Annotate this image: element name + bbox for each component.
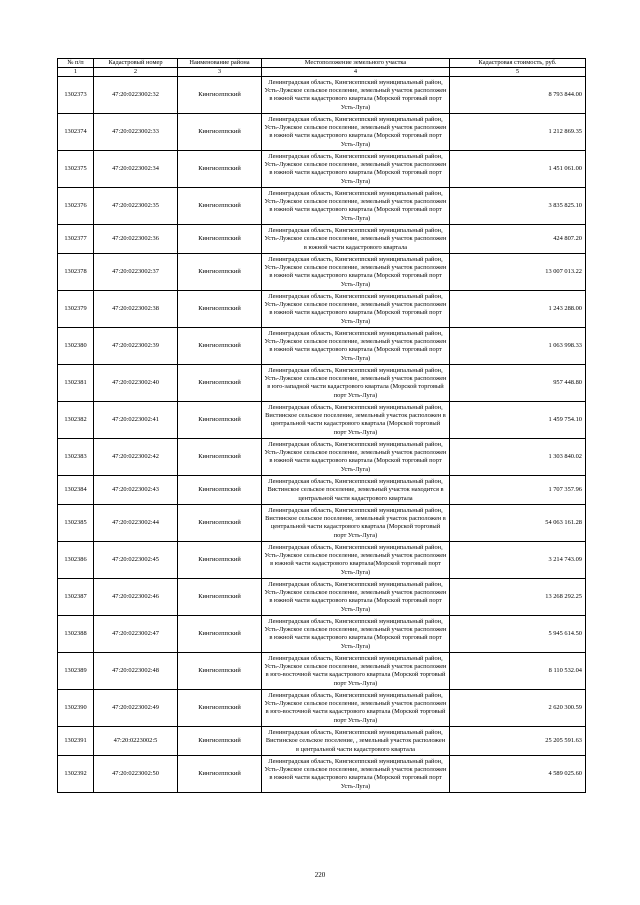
row-number: 1302391 bbox=[58, 727, 94, 756]
table-row bbox=[58, 254, 586, 291]
land-location: Ленинградская область, Кингисеппский муниципальный район, Усть-Лужское сельское поселение, земельный участок расположен в юго-восточной части кадастрового квартала (Морской торговый порт Усть-Луга) bbox=[262, 653, 450, 690]
cadastral-value: 957 448.80 bbox=[450, 365, 586, 402]
district-name: Кингисеппский bbox=[178, 439, 262, 476]
column-number-3: 3 bbox=[178, 68, 262, 77]
cadastral-value: 8 793 844.00 bbox=[450, 77, 586, 114]
land-location: Ленинградская область, Кингисеппский муниципальный район, Усть-Лужское сельское поселение, земельный участок расположен в южной части кадастрового квартала (Морской торговый порт Усть-Луга) bbox=[262, 188, 450, 225]
cadastral-number: 47:20:0223002:37 bbox=[94, 254, 178, 291]
district-name: Кингисеппский bbox=[178, 151, 262, 188]
cadastral-number: 47:20:0223002:39 bbox=[94, 328, 178, 365]
table-row bbox=[58, 328, 586, 365]
land-location: Ленинградская область, Кингисеппский муниципальный район, Вистинское сельское поселение, земельный участок расположен в центральной части кадастрового квартала (Морской торговый порт Усть-Луга) bbox=[262, 402, 450, 439]
column-number-4: 4 bbox=[262, 68, 450, 77]
land-location: Ленинградская область, Кингисеппский муниципальный район, Вистинское сельское поселение, земельный участок расположен в центральной части кадастрового квартала (Морской торговый порт Усть-Луга) bbox=[262, 505, 450, 542]
cadastral-value: 1 243 288.00 bbox=[450, 291, 586, 328]
row-number: 1302381 bbox=[58, 365, 94, 402]
land-location: Ленинградская область, Кингисеппский муниципальный район, Усть-Лужское сельское поселение, земельный участок расположен в южной части кадастрового квартала (Морской торговый порт Усть-Луга) bbox=[262, 439, 450, 476]
cadastral-table bbox=[57, 58, 586, 793]
cadastral-number: 47:20:0223002:42 bbox=[94, 439, 178, 476]
land-location: Ленинградская область, Кингисеппский муниципальный район, Усть-Лужское сельское поселение, земельный участок расположен в южной части кадастрового квартала (Морской торговый порт Усть-Луга) bbox=[262, 579, 450, 616]
page-number: 220 bbox=[314, 871, 326, 879]
cadastral-value: 1 451 061.00 bbox=[450, 151, 586, 188]
row-number: 1302378 bbox=[58, 254, 94, 291]
land-location: Ленинградская область, Кингисеппский муниципальный район, Усть-Лужское сельское поселение, земельный участок расположен в южной части кадастрового квартала (Морской торговый порт Усть-Луга) bbox=[262, 328, 450, 365]
cadastral-number: 47:20:0223002:43 bbox=[94, 476, 178, 505]
table-row bbox=[58, 653, 586, 690]
land-location: Ленинградская область, Кингисеппский муниципальный район, Вистинское сельское поселение, , земельный участок расположен в центральной части кадастрового квартала bbox=[262, 727, 450, 756]
row-number: 1302383 bbox=[58, 439, 94, 476]
cadastral-number: 47:20:0223002:35 bbox=[94, 188, 178, 225]
header-district: Наименование района bbox=[178, 59, 262, 68]
cadastral-value: 3 835 825.10 bbox=[450, 188, 586, 225]
table-row bbox=[58, 77, 586, 114]
cadastral-number: 47:20:0223002:41 bbox=[94, 402, 178, 439]
cadastral-value: 1 212 869.35 bbox=[450, 114, 586, 151]
district-name: Кингисеппский bbox=[178, 653, 262, 690]
table-row bbox=[58, 476, 586, 505]
cadastral-value: 1 303 840.02 bbox=[450, 439, 586, 476]
land-location: Ленинградская область, Кингисеппский муниципальный район, Усть-Лужское сельское поселение, земельный участок расположен в южной части кадастрового квартала (Морской торговый порт Усть-Луга) bbox=[262, 114, 450, 151]
row-number: 1302374 bbox=[58, 114, 94, 151]
table-row bbox=[58, 690, 586, 727]
cadastral-value: 5 945 614.50 bbox=[450, 616, 586, 653]
cadastral-value: 1 707 357.96 bbox=[450, 476, 586, 505]
district-name: Кингисеппский bbox=[178, 77, 262, 114]
table-row bbox=[58, 151, 586, 188]
cadastral-value: 1 063 998.33 bbox=[450, 328, 586, 365]
district-name: Кингисеппский bbox=[178, 690, 262, 727]
cadastral-number: 47:20:0223002:49 bbox=[94, 690, 178, 727]
row-number: 1302377 bbox=[58, 225, 94, 254]
table-row bbox=[58, 365, 586, 402]
table-row bbox=[58, 402, 586, 439]
district-name: Кингисеппский bbox=[178, 254, 262, 291]
cadastral-number: 47:20:0223002:38 bbox=[94, 291, 178, 328]
table-row bbox=[58, 114, 586, 151]
cadastral-value: 424 807.20 bbox=[450, 225, 586, 254]
district-name: Кингисеппский bbox=[178, 402, 262, 439]
table-row bbox=[58, 439, 586, 476]
row-number: 1302376 bbox=[58, 188, 94, 225]
land-location: Ленинградская область, Кингисеппский муниципальный район, Усть-Лужское сельское поселение, земельный участок расположен в юго-восточной части кадастрового квартала (Морской торговый порт Усть-Луга) bbox=[262, 690, 450, 727]
table-row bbox=[58, 291, 586, 328]
cadastral-number: 47:20:0223002:48 bbox=[94, 653, 178, 690]
land-location: Ленинградская область, Кингисеппский муниципальный район, Усть-Лужское сельское поселение, земельный участок расположен в южной части кадастрового квартала (Морской торговый порт Усть-Луга) bbox=[262, 616, 450, 653]
district-name: Кингисеппский bbox=[178, 365, 262, 402]
cadastral-number: 47:20:0223002:45 bbox=[94, 542, 178, 579]
district-name: Кингисеппский bbox=[178, 188, 262, 225]
table-row bbox=[58, 505, 586, 542]
land-location: Ленинградская область, Кингисеппский муниципальный район, Усть-Лужское сельское поселение, земельный участок расположен в южной части кадастрового квартала(Морской торговый порт Усть-Луга) bbox=[262, 542, 450, 579]
cadastral-value: 1 459 754.10 bbox=[450, 402, 586, 439]
table-row bbox=[58, 579, 586, 616]
row-number: 1302380 bbox=[58, 328, 94, 365]
row-number: 1302373 bbox=[58, 77, 94, 114]
cadastral-value: 3 214 743.09 bbox=[450, 542, 586, 579]
row-number: 1302386 bbox=[58, 542, 94, 579]
district-name: Кингисеппский bbox=[178, 579, 262, 616]
table-row bbox=[58, 756, 586, 793]
cadastral-number: 47:20:0223002:36 bbox=[94, 225, 178, 254]
table-row bbox=[58, 188, 586, 225]
row-number: 1302382 bbox=[58, 402, 94, 439]
header-location: Местоположение земельного участка bbox=[262, 59, 450, 68]
header-cadastral-number: Кадастровый номер bbox=[94, 59, 178, 68]
table-row bbox=[58, 616, 586, 653]
table-row bbox=[58, 542, 586, 579]
table-row bbox=[58, 225, 586, 254]
row-number: 1302387 bbox=[58, 579, 94, 616]
cadastral-value: 13 007 013.22 bbox=[450, 254, 586, 291]
cadastral-number: 47:20:0223002:33 bbox=[94, 114, 178, 151]
district-name: Кингисеппский bbox=[178, 476, 262, 505]
cadastral-value: 13 268 292.25 bbox=[450, 579, 586, 616]
cadastral-value: 2 620 300.59 bbox=[450, 690, 586, 727]
district-name: Кингисеппский bbox=[178, 542, 262, 579]
column-number-1: 1 bbox=[58, 68, 94, 77]
row-number: 1302375 bbox=[58, 151, 94, 188]
header-num: № п/п bbox=[58, 59, 94, 68]
cadastral-number: 47:20:0223002:5 bbox=[94, 727, 178, 756]
table-row bbox=[58, 727, 586, 756]
district-name: Кингисеппский bbox=[178, 114, 262, 151]
row-number: 1302384 bbox=[58, 476, 94, 505]
district-name: Кингисеппский bbox=[178, 328, 262, 365]
column-number-5: 5 bbox=[450, 68, 586, 77]
row-number: 1302392 bbox=[58, 756, 94, 793]
district-name: Кингисеппский bbox=[178, 756, 262, 793]
cadastral-value: 54 063 161.28 bbox=[450, 505, 586, 542]
row-number: 1302379 bbox=[58, 291, 94, 328]
land-location: Ленинградская область, Кингисеппский муниципальный район, Усть-Лужское сельское поселение, земельный участок расположен в южной части кадастрового квартала (Морской торговый порт Усть-Луга) bbox=[262, 756, 450, 793]
cadastral-number: 47:20:0223002:34 bbox=[94, 151, 178, 188]
cadastral-number: 47:20:0223002:47 bbox=[94, 616, 178, 653]
cadastral-number: 47:20:0223002:40 bbox=[94, 365, 178, 402]
land-location: Ленинградская область, Кингисеппский муниципальный район, Усть-Лужское сельское поселение, земельный участок расположен в южной части кадастрового квартала (Морской торговый порт Усть-Луга) bbox=[262, 254, 450, 291]
cadastral-value: 25 205 591.63 bbox=[450, 727, 586, 756]
row-number: 1302385 bbox=[58, 505, 94, 542]
cadastral-number: 47:20:0223002:46 bbox=[94, 579, 178, 616]
column-number-2: 2 bbox=[94, 68, 178, 77]
district-name: Кингисеппский bbox=[178, 616, 262, 653]
cadastral-value: 4 589 025.60 bbox=[450, 756, 586, 793]
district-name: Кингисеппский bbox=[178, 291, 262, 328]
land-location: Ленинградская область, Кингисеппский муниципальный район, Усть-Лужское сельское поселение, земельный участок расположен в южной части кадастрового квартала (Морской торговый порт Усть-Луга) bbox=[262, 291, 450, 328]
cadastral-value: 8 110 532.04 bbox=[450, 653, 586, 690]
district-name: Кингисеппский bbox=[178, 727, 262, 756]
land-location: Ленинградская область, Кингисеппский муниципальный район, Усть-Лужское сельское поселение, земельный участок расположен в южной части кадастрового квартала (Морской торговый порт Усть-Луга) bbox=[262, 151, 450, 188]
cadastral-number: 47:20:0223002:32 bbox=[94, 77, 178, 114]
row-number: 1302389 bbox=[58, 653, 94, 690]
header-cadastral-value: Кадастровая стоимость, руб. bbox=[450, 59, 586, 68]
district-name: Кингисеппский bbox=[178, 505, 262, 542]
land-location: Ленинградская область, Кингисеппский муниципальный район, Вистинское сельское поселение, земельный участок находится в центральной части кадастрового квартала bbox=[262, 476, 450, 505]
land-location: Ленинградская область, Кингисеппский муниципальный район, Усть-Лужское сельское поселение, земельный участок расположен в южной части кадастрового квартала (Морской торговый порт Усть-Луга) bbox=[262, 77, 450, 114]
row-number: 1302388 bbox=[58, 616, 94, 653]
district-name: Кингисеппский bbox=[178, 225, 262, 254]
cadastral-number: 47:20:0223002:44 bbox=[94, 505, 178, 542]
row-number: 1302390 bbox=[58, 690, 94, 727]
land-location: Ленинградская область, Кингисеппский муниципальный район, Усть-Лужское сельское поселение, земельный участок расположен в южной части кадастрового квартала bbox=[262, 225, 450, 254]
header-row bbox=[58, 59, 586, 68]
land-location: Ленинградская область, Кингисеппский муниципальный район, Усть-Лужское сельское поселение, земельный участок расположен в юго-западной части кадастрового квартала (Морской торговый порт Усть-Луга) bbox=[262, 365, 450, 402]
column-number-row bbox=[58, 68, 586, 77]
cadastral-number: 47:20:0223002:50 bbox=[94, 756, 178, 793]
